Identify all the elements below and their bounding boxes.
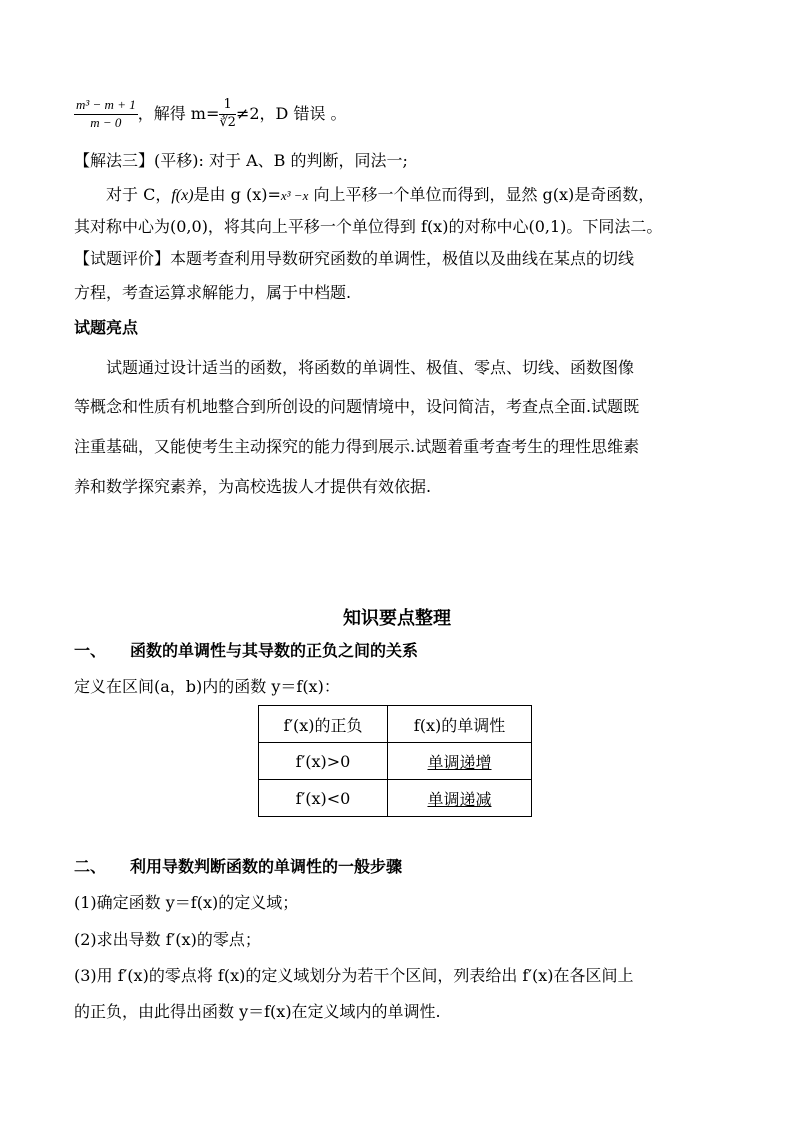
derivative-monotonicity-table (258, 705, 532, 817)
section-two-title: 利用导数判断函数的单调性的一般步骤 (130, 857, 403, 876)
highlights-line-4: 养和数学探究素养，为高校选拔人才提供有效依据. (74, 477, 432, 496)
table-row (259, 780, 532, 817)
step-3: (3)用 f′(x)的零点将 f(x)的定义域划分为若干个区间，列表给出 f′(x)在各区间上 (74, 966, 634, 985)
table-cell: f′(x)<0 (259, 780, 388, 817)
solve-text: ，解得 m= (137, 103, 220, 123)
table-cell (388, 780, 532, 817)
table-header-cell: f′(x)的正负 (259, 706, 388, 743)
fx-symbol: f(x) (171, 187, 194, 204)
solution-line-fraction (74, 98, 347, 131)
fraction-expression (74, 98, 138, 131)
evaluation-text: 本题考查利用导数研究函数的单调性，极值以及曲线在某点的切线 (170, 249, 635, 268)
method-three-c-part2: 是由 g (x)= (193, 185, 281, 204)
fraction-root-numerator: 1 (219, 98, 236, 115)
method-three-line-2: 其对称中心为(0,0)，将其向上平移一个单位得到 f(x)的对称中心(0,1)。下同法二。 (74, 217, 663, 236)
section-one-number: 一、 (74, 641, 107, 660)
evaluation-line-2: 方程，考查运算求解能力，属于中档题. (74, 283, 352, 302)
step-2: (2)求出导数 f′(x)的零点； (74, 930, 261, 949)
evaluation-line (74, 246, 634, 269)
conclusion-text: ≠2，D 错误 。 (235, 103, 347, 123)
fraction-denominator: m − 0 (90, 114, 122, 130)
table-cell-text: 单调递减 (427, 789, 492, 809)
fraction-numerator: m³ − m + 1 (74, 98, 138, 115)
section-one-title: 函数的单调性与其导数的正负之间的关系 (130, 641, 419, 660)
table-header-cell: f(x)的单调性 (388, 706, 532, 743)
table-row (259, 743, 532, 780)
method-three-c-line (106, 182, 654, 205)
method-three-c-part3: 向上平移一个单位而得到，显然 g(x)是奇函数， (308, 185, 655, 204)
highlights-line-2: 等概念和性质有机地整合到所创设的问题情境中，设问简洁，考查点全面.试题既 (74, 397, 640, 416)
method-three-c-part1: 对于 C， (106, 185, 172, 204)
method-three-line (74, 148, 408, 171)
evaluation-label: 【试题评价】 (74, 249, 171, 268)
step-3-continued: 的正负，由此得出函数 y＝f(x)在定义域内的单调性. (74, 1002, 441, 1021)
knowledge-title: 知识要点整理 (343, 608, 451, 629)
fraction-root (219, 98, 236, 131)
table-cell-text: 单调递增 (427, 752, 492, 772)
highlights-heading: 试题亮点 (74, 318, 139, 337)
table-cell: f′(x)>0 (259, 743, 388, 780)
highlights-line-3: 注重基础，又能使考生主动探究的能力得到展示.试题着重考查考生的理性思维素 (74, 437, 640, 456)
table-header-row (259, 706, 532, 743)
highlights-line-1: 试题通过设计适当的函数，将函数的单调性、极值、零点、切线、函数图像 (106, 358, 635, 377)
section-two-number: 二、 (74, 857, 107, 876)
gx-expression: x³ −x (280, 188, 309, 203)
method-three-text: : 对于 A、B 的判断，同法一; (198, 151, 408, 170)
step-1: (1)确定函数 y＝f(x)的定义域； (74, 893, 299, 912)
table-cell (388, 743, 532, 780)
fraction-root-denominator: ∛2 (219, 114, 236, 130)
definition-line: 定义在区间(a，b)内的函数 y＝f(x)： (74, 677, 340, 696)
method-three-label: 【解法三】(平移) (74, 151, 199, 170)
